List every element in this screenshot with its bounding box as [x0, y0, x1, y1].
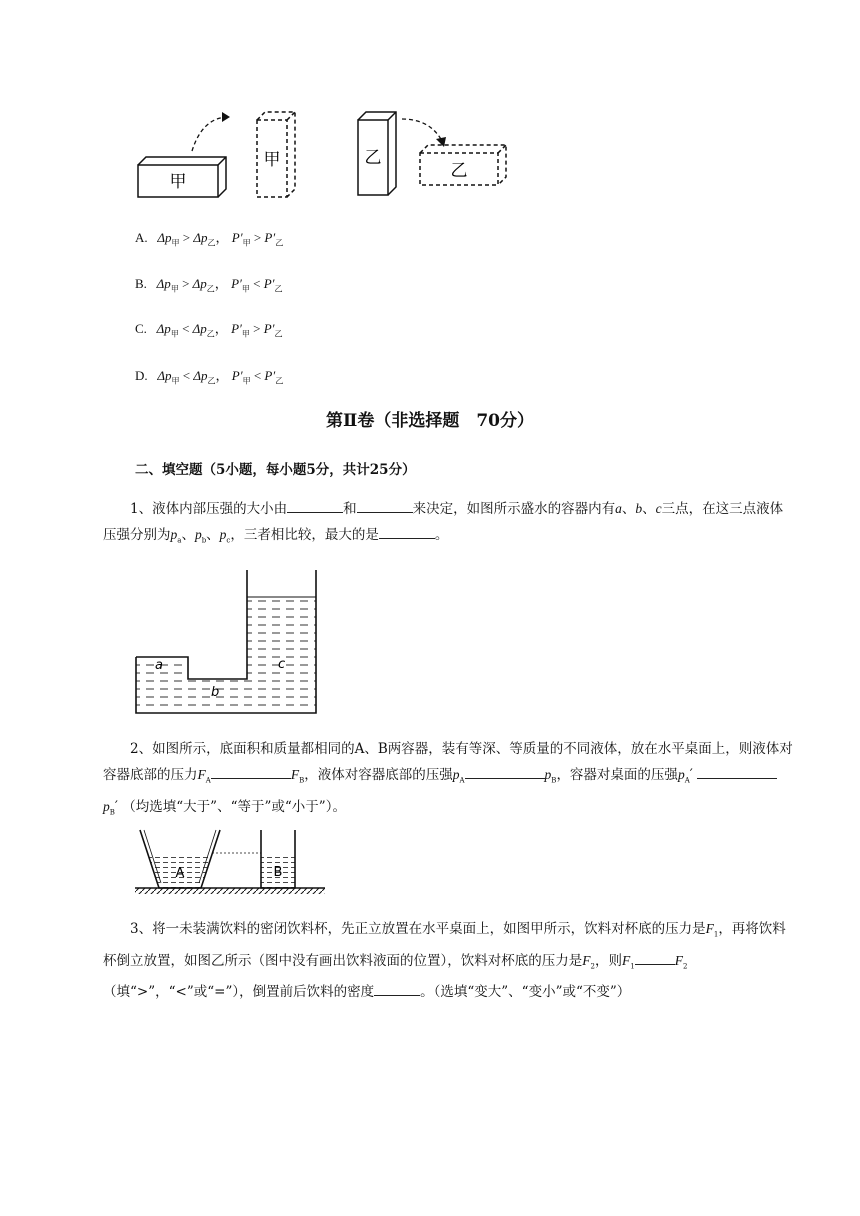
option-d[interactable]: D. $\Delta p_甲 < \Delta p_乙$， $P'_甲 < P'_乙$ [135, 368, 284, 386]
containers-ab-figure [130, 825, 330, 900]
q1-blank-1[interactable] [287, 500, 343, 513]
section-heading: 二、填空题（5小题，每小题5分，共计25分） [135, 462, 416, 478]
point-a-label: a [155, 658, 163, 673]
water-container-figure [130, 565, 325, 720]
label-yi-upright: 乙 [364, 148, 382, 168]
option-a[interactable]: A. $\Delta p_甲 > \Delta p_乙$， $P'_甲 > P'_乙$ [135, 230, 284, 248]
q2-blank-3[interactable] [697, 766, 777, 779]
container-a-label: A [175, 866, 185, 881]
question-1-text: 1、液体内部压强的大小由 和 来决定，如图所示盛水的容器内有a、b、c三点，在这三点液体压强分别为$p_a$、$p_b$、$p_c$，三者相比较，最大的是 。 [103, 501, 784, 545]
label-jia-upright: 甲 [263, 150, 281, 170]
arrow-head-1 [222, 112, 230, 122]
label-jia-flat: 甲 [169, 172, 187, 192]
container-b-label: B [273, 865, 283, 880]
part-title: 第Ⅱ卷（非选择题 70分） [326, 411, 534, 431]
q1-blank-2[interactable] [357, 500, 413, 513]
ground-hatch [135, 888, 325, 894]
water-liquid [136, 597, 316, 713]
question-3-text: 3、将一未装满饮料的密闭饮料杯，先正立放置在水平桌面上，如图甲所示，饮料对杯底的压力是$F_1$，再将饮料杯倒立放置，如图乙所示（图中没有画出饮料液面的位置），饮料对杯底的压力是$F_2$，则$F_1$ $F_2$（填“>”，“<”或“=”），倒置前后饮料的密度 。（选填“变大”、“变小”或“不变”） [103, 921, 786, 1001]
q2-blank-2[interactable] [465, 766, 545, 779]
q2-blank-1[interactable] [211, 766, 291, 779]
q1-blank-3[interactable] [379, 526, 435, 539]
point-b-label: b [211, 685, 220, 700]
arrow-dashed-2 [402, 119, 442, 141]
label-yi-flat: 乙 [450, 161, 468, 181]
q3-blank-2[interactable] [374, 983, 420, 996]
point-c-label: c [278, 657, 286, 672]
option-b[interactable]: B. $\Delta p_甲 > \Delta p_乙$， $P'_甲 < P'_乙$ [135, 276, 283, 294]
q3-blank-1[interactable] [635, 952, 675, 965]
option-c[interactable]: C. $\Delta p_甲 < \Delta p_乙$， $P'_甲 > P'_乙$ [135, 321, 283, 339]
arrow-dashed-1 [192, 117, 226, 151]
block-rotation-figure [130, 105, 520, 205]
question-2-text: 2、如图所示，底面积和质量都相同的A、B两容器，装有等深、等质量的不同液体，放在水平桌面上，则液体对容器底部的压力$F_A$ $F_B$，液体对容器底部的压强$p_A$ $p_B$，容器对桌面的压强$p_A'$ $p_B'$ （均选填“大于”、“等于”或“小于”）。 [103, 741, 793, 817]
